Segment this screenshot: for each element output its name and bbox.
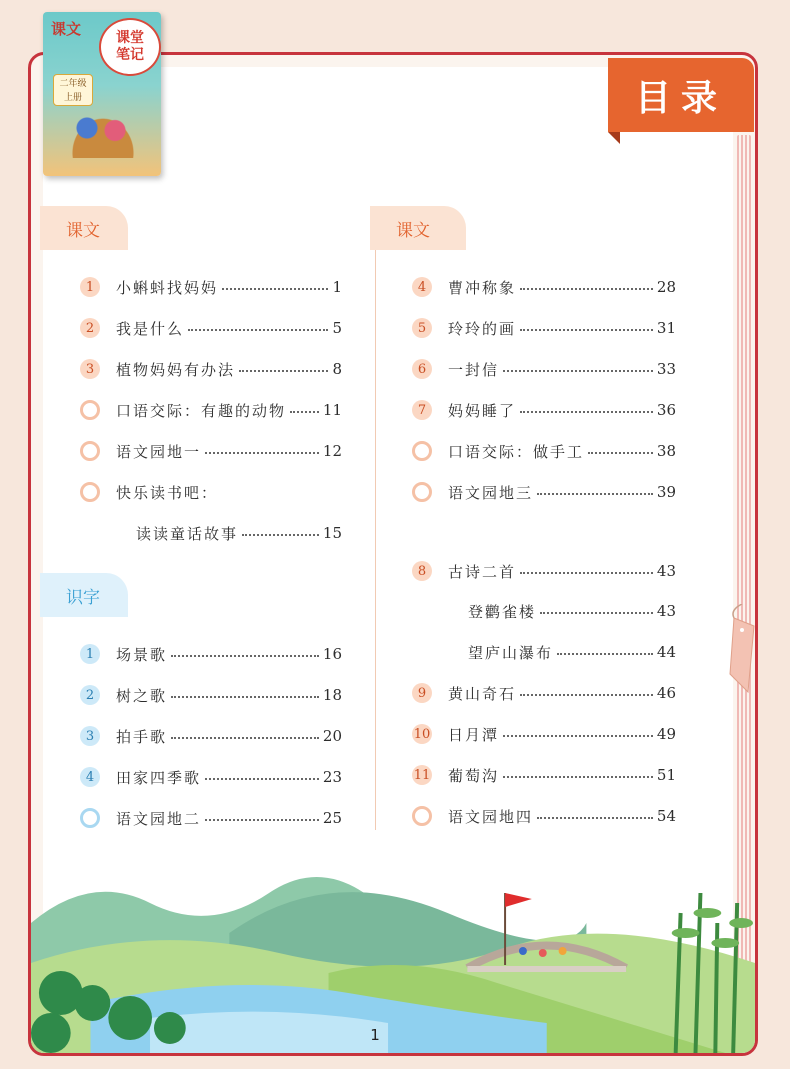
toc-entry[interactable] bbox=[136, 519, 342, 547]
lesson-number-badge: 6 bbox=[412, 359, 432, 379]
toc-entry-page: 11 bbox=[322, 401, 342, 419]
left-section-tab-shizi: 识字 bbox=[40, 573, 128, 617]
toc-entry[interactable] bbox=[412, 314, 676, 342]
toc-entry-title: 黄山奇石 bbox=[448, 684, 517, 703]
toc-entry-title: 妈妈睡了 bbox=[448, 401, 517, 420]
dot-leader bbox=[520, 411, 653, 413]
book-cover-thumbnail bbox=[43, 12, 161, 176]
dot-leader bbox=[205, 778, 319, 780]
cover-title-line1: 课堂 bbox=[116, 30, 144, 46]
toc-entry[interactable] bbox=[412, 478, 676, 506]
toc-entry-marker bbox=[412, 400, 448, 420]
circle-marker-icon bbox=[412, 806, 432, 826]
toc-entry-title: 小蝌蚪找妈妈 bbox=[116, 278, 219, 297]
toc-entry-page: 25 bbox=[322, 809, 342, 827]
lesson-number-badge: 11 bbox=[412, 765, 432, 785]
toc-entry-page: 31 bbox=[656, 319, 676, 337]
toc-entry[interactable] bbox=[412, 273, 676, 301]
toc-entry-title: 口语交际：有趣的动物 bbox=[116, 401, 287, 420]
dot-leader bbox=[540, 612, 653, 614]
toc-entry[interactable] bbox=[80, 478, 342, 506]
toc-entry-marker bbox=[412, 765, 448, 785]
circle-marker-icon bbox=[80, 400, 100, 420]
toc-entry-marker bbox=[80, 685, 116, 705]
toc-entry-title: 古诗二首 bbox=[448, 562, 517, 581]
dot-leader bbox=[503, 370, 653, 372]
toc-entry-page: 12 bbox=[322, 442, 342, 460]
toc-entry-marker bbox=[80, 441, 116, 461]
toc-entry-page: 5 bbox=[332, 319, 342, 337]
toc-entry[interactable] bbox=[468, 597, 676, 625]
toc-entry-title: 我是什么 bbox=[116, 319, 185, 338]
toc-entry[interactable] bbox=[80, 722, 342, 750]
lesson-number-badge: 3 bbox=[80, 359, 100, 379]
lesson-number-badge: 2 bbox=[80, 685, 100, 705]
toc-entry-marker bbox=[80, 400, 116, 420]
right-section-tab-kewen: 课文 bbox=[370, 206, 466, 250]
bookmark-tag-decoration bbox=[728, 604, 756, 694]
cover-brand: 课文 bbox=[51, 20, 82, 38]
toc-entry-title: 树之歌 bbox=[116, 686, 168, 705]
cover-grade: 二年级 bbox=[59, 79, 87, 89]
toc-entry-page: 43 bbox=[656, 562, 676, 580]
toc-entry-title: 植物妈妈有办法 bbox=[116, 360, 236, 379]
lesson-number-badge: 4 bbox=[412, 277, 432, 297]
toc-entry-page: 39 bbox=[656, 483, 676, 501]
circle-marker-icon bbox=[412, 441, 432, 461]
toc-entry-title: 登鹳雀楼 bbox=[468, 602, 537, 621]
lesson-number-badge: 9 bbox=[412, 683, 432, 703]
left-section-tab-kewen: 课文 bbox=[40, 206, 128, 250]
toc-entry-title: 语文园地一 bbox=[116, 442, 202, 461]
toc-entry-marker bbox=[80, 359, 116, 379]
toc-entry[interactable] bbox=[80, 681, 342, 709]
circle-marker-icon bbox=[412, 482, 432, 502]
dot-leader bbox=[520, 572, 653, 574]
toc-entry[interactable] bbox=[412, 355, 676, 383]
toc-entry-marker bbox=[412, 561, 448, 581]
toc-entry-marker bbox=[412, 359, 448, 379]
toc-entry-page: 18 bbox=[322, 686, 342, 704]
toc-entry-page: 46 bbox=[656, 684, 676, 702]
toc-entry-marker bbox=[80, 318, 116, 338]
lesson-number-badge: 5 bbox=[412, 318, 432, 338]
toc-entry-page: 8 bbox=[332, 360, 342, 378]
toc-entry-marker bbox=[412, 277, 448, 297]
toc-entry[interactable] bbox=[80, 437, 342, 465]
toc-entry[interactable] bbox=[412, 802, 676, 830]
toc-entry-marker bbox=[412, 724, 448, 744]
toc-entry-title: 口语交际：做手工 bbox=[448, 442, 585, 461]
cover-term: 上册 bbox=[63, 93, 82, 103]
toc-entry-title: 望庐山瀑布 bbox=[468, 643, 554, 662]
dot-leader bbox=[242, 534, 319, 536]
toc-entry[interactable] bbox=[80, 314, 342, 342]
lesson-number-badge: 3 bbox=[80, 726, 100, 746]
toc-entry[interactable] bbox=[412, 557, 676, 585]
toc-entry[interactable] bbox=[80, 396, 342, 424]
column-divider bbox=[375, 250, 376, 830]
lesson-number-badge: 1 bbox=[80, 277, 100, 297]
toc-entry[interactable] bbox=[80, 763, 342, 791]
toc-entry[interactable] bbox=[468, 638, 676, 666]
toc-entry-title: 场景歌 bbox=[116, 645, 168, 664]
lesson-number-badge: 10 bbox=[412, 724, 432, 744]
toc-entry-title: 日月潭 bbox=[448, 725, 500, 744]
toc-entry-marker bbox=[80, 644, 116, 664]
dot-leader bbox=[503, 776, 653, 778]
toc-entry-title: 葡萄沟 bbox=[448, 766, 500, 785]
toc-entry-page: 49 bbox=[656, 725, 676, 743]
toc-entry-page: 54 bbox=[656, 807, 676, 825]
toc-entry-page: 28 bbox=[656, 278, 676, 296]
circle-marker-icon bbox=[80, 808, 100, 828]
dot-leader bbox=[205, 452, 319, 454]
dot-leader bbox=[537, 493, 653, 495]
dot-leader bbox=[171, 737, 319, 739]
dot-leader bbox=[188, 329, 328, 331]
cover-title-bubble bbox=[99, 18, 161, 76]
toc-entry[interactable] bbox=[80, 804, 342, 832]
toc-entry-page: 43 bbox=[656, 602, 676, 620]
cover-illustration bbox=[63, 108, 143, 158]
lesson-number-badge: 2 bbox=[80, 318, 100, 338]
dot-leader bbox=[171, 655, 319, 657]
toc-entry-page: 1 bbox=[332, 278, 342, 296]
toc-entry-page: 16 bbox=[322, 645, 342, 663]
toc-entry-marker bbox=[412, 683, 448, 703]
cover-title-line2: 笔记 bbox=[116, 47, 144, 63]
toc-entry[interactable] bbox=[412, 761, 676, 789]
toc-entry-title: 曹冲称象 bbox=[448, 278, 517, 297]
toc-entry[interactable] bbox=[80, 273, 342, 301]
toc-entry-marker bbox=[80, 767, 116, 787]
cover-grade-label bbox=[53, 74, 93, 106]
toc-entry[interactable] bbox=[412, 396, 676, 424]
toc-entry-page: 15 bbox=[322, 524, 342, 542]
dot-leader bbox=[222, 288, 328, 290]
toc-entry-page: 36 bbox=[656, 401, 676, 419]
toc-entry[interactable] bbox=[412, 679, 676, 707]
toc-entry-title: 田家四季歌 bbox=[116, 768, 202, 787]
toc-entry[interactable] bbox=[412, 720, 676, 748]
toc-entry-title: 语文园地四 bbox=[448, 807, 534, 826]
toc-entry-marker bbox=[80, 808, 116, 828]
toc-entry-title: 语文园地三 bbox=[448, 483, 534, 502]
page-frame bbox=[28, 52, 758, 1056]
toc-entry-marker bbox=[412, 806, 448, 826]
dot-leader bbox=[205, 819, 319, 821]
lesson-number-badge: 1 bbox=[80, 644, 100, 664]
toc-entry-marker bbox=[80, 482, 116, 502]
lesson-number-badge: 7 bbox=[412, 400, 432, 420]
toc-entry-marker bbox=[80, 277, 116, 297]
toc-entry-page: 20 bbox=[322, 727, 342, 745]
landscape-illustration bbox=[31, 853, 755, 1053]
dot-leader bbox=[239, 370, 328, 372]
lesson-number-badge: 8 bbox=[412, 561, 432, 581]
circle-marker-icon bbox=[80, 441, 100, 461]
toc-entry-page: 51 bbox=[656, 766, 676, 784]
page-number: 1 bbox=[370, 1026, 380, 1044]
toc-entry[interactable] bbox=[412, 437, 676, 465]
dot-leader bbox=[588, 452, 653, 454]
page-title: 目录 bbox=[608, 58, 754, 132]
toc-entry-title: 读读童话故事 bbox=[136, 524, 239, 543]
toc-entry-title: 一封信 bbox=[448, 360, 500, 379]
toc-entry[interactable] bbox=[80, 640, 342, 668]
circle-marker-icon bbox=[80, 482, 100, 502]
dot-leader bbox=[503, 735, 653, 737]
toc-entry-page: 38 bbox=[656, 442, 676, 460]
dot-leader bbox=[520, 329, 653, 331]
toc-entry-page: 33 bbox=[656, 360, 676, 378]
toc-entry-title: 拍手歌 bbox=[116, 727, 168, 746]
toc-entry-page: 44 bbox=[656, 643, 676, 661]
toc-entry-page: 23 bbox=[322, 768, 342, 786]
toc-entry-marker bbox=[412, 482, 448, 502]
toc-entry-marker bbox=[80, 726, 116, 746]
toc-entry[interactable] bbox=[80, 355, 342, 383]
dot-leader bbox=[520, 694, 653, 696]
dot-leader bbox=[537, 817, 653, 819]
dot-leader bbox=[557, 653, 653, 655]
toc-entry-marker bbox=[412, 441, 448, 461]
lesson-number-badge: 4 bbox=[80, 767, 100, 787]
dot-leader bbox=[520, 288, 653, 290]
dot-leader bbox=[290, 411, 319, 413]
toc-entry-title: 玲玲的画 bbox=[448, 319, 517, 338]
toc-entry-marker bbox=[412, 318, 448, 338]
toc-entry-title: 快乐读书吧： bbox=[116, 483, 219, 502]
dot-leader bbox=[171, 696, 319, 698]
toc-entry-title: 语文园地二 bbox=[116, 809, 202, 828]
